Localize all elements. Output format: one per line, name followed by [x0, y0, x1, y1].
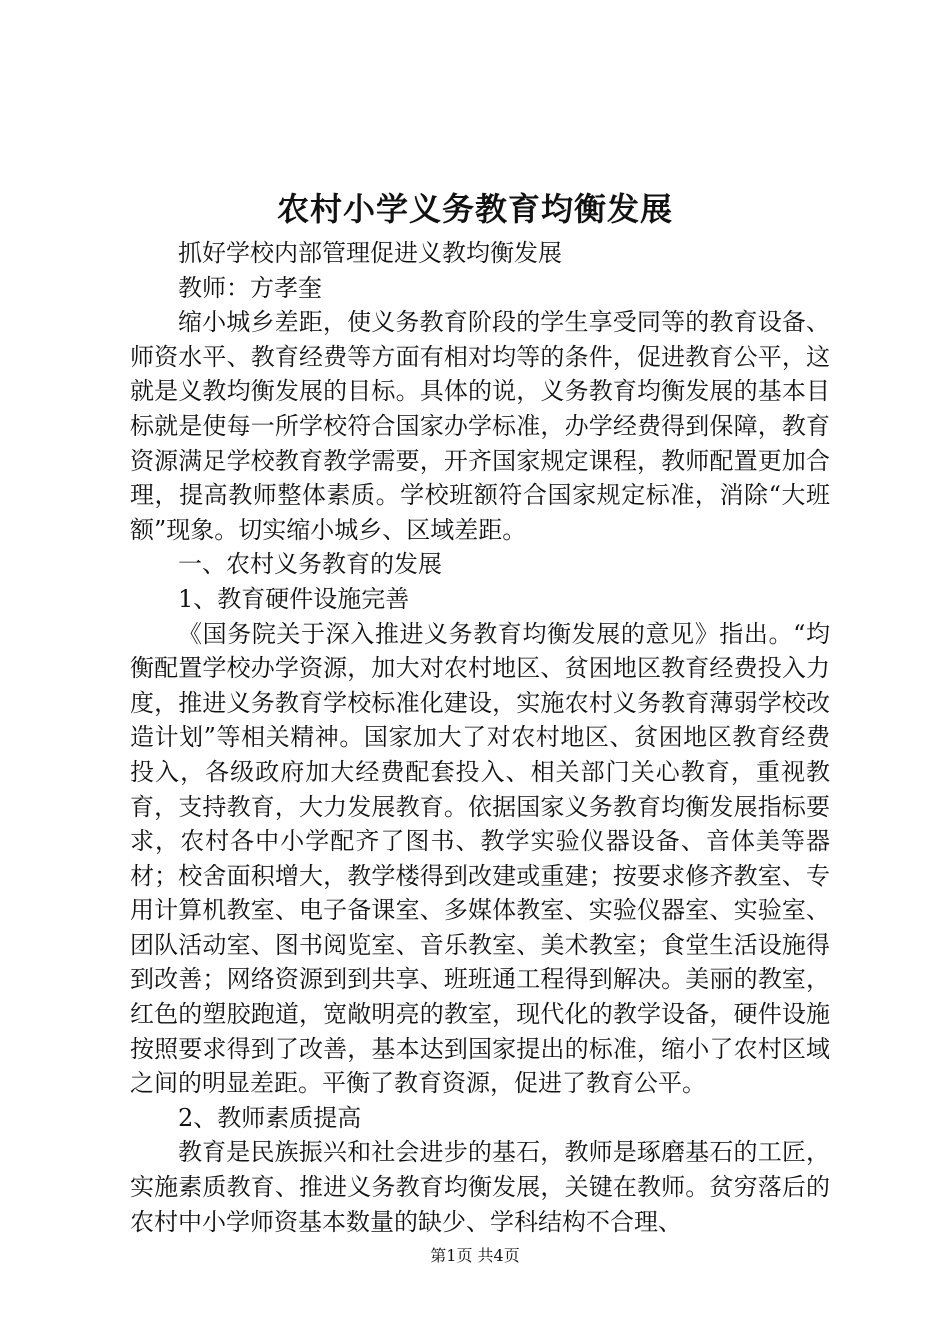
document-body: [130, 236, 830, 1239]
subsection-heading: 2、教师素质提高: [178, 1103, 362, 1132]
body-paragraph: 《国务院关于深入推进义务教育均衡发展的意见》指出。“均衡配置学校办学资源，加大对农村地区、贫困地区教育经费投入力度，推进义务教育学校标准化建设，实施农村义务教育薄弱学校改造计划”等相关精神。国家加大了对农村地区、贫困地区教育经费投入，各级政府加大经费配套投入、相关部门关心教育，重视教育，支持教育，大力发展教育。依据国家义务教育均衡发展指标要求，农村各中小学配齐了图书、教学实验仪器设备、音体美等器材；校舍面积增大，教学楼得到改建或重建；按要求修齐教室、专用计算机教室、电子备课室、多媒体教室、实验仪器室、实验室、团队活动室、图书阅览室、音乐教室、美术教室；食堂生活设施得到改善；网络资源到到共享、班班通工程得到解决。美丽的教室，红色的塑胶跑道，宽敞明亮的教室，现代化的教学设备，硬件设施按照要求得到了改善，基本达到国家提出的标准，缩小了农村区域之间的明显差距。平衡了教育资源，促进了教育公平。: [130, 619, 830, 1098]
subtitle-paragraph: 抓好学校内部管理促进义教均衡发展: [178, 239, 562, 267]
section-heading: 一、农村义务教育的发展: [178, 550, 442, 579]
document-title: 农村小学义务教育均衡发展: [276, 190, 673, 228]
body-paragraph: 教育是民族振兴和社会进步的基石，教师是琢磨基石的工匠，实施素质教育、推进义务教育均衡发展，关键在教师。贫穷落后的农村中小学师资基本数量的缺少、学科结构不合理、: [130, 1138, 830, 1236]
author-paragraph: 教师：方孝奎: [178, 273, 322, 302]
subsection-heading: 1、教育硬件设施完善: [178, 584, 410, 613]
page-number-footer: 第1页 共4页: [430, 1246, 520, 1265]
body-paragraph: 缩小城乡差距，使义务教育阶段的学生享受同等的教育设备、师资水平、教育经费等方面有相对均等的条件，促进教育公平，这就是义教均衡发展的目标。具体的说，义务教育均衡发展的基本目标就是使每一所学校符合国家办学标准，办学经费得到保障，教育资源满足学校教育教学需要，开齐国家规定课程，教师配置更加合理，提高教师整体素质。学校班额符合国家规定标准，消除“大班额”现象。切实缩小城乡、区域差距。: [130, 308, 830, 544]
